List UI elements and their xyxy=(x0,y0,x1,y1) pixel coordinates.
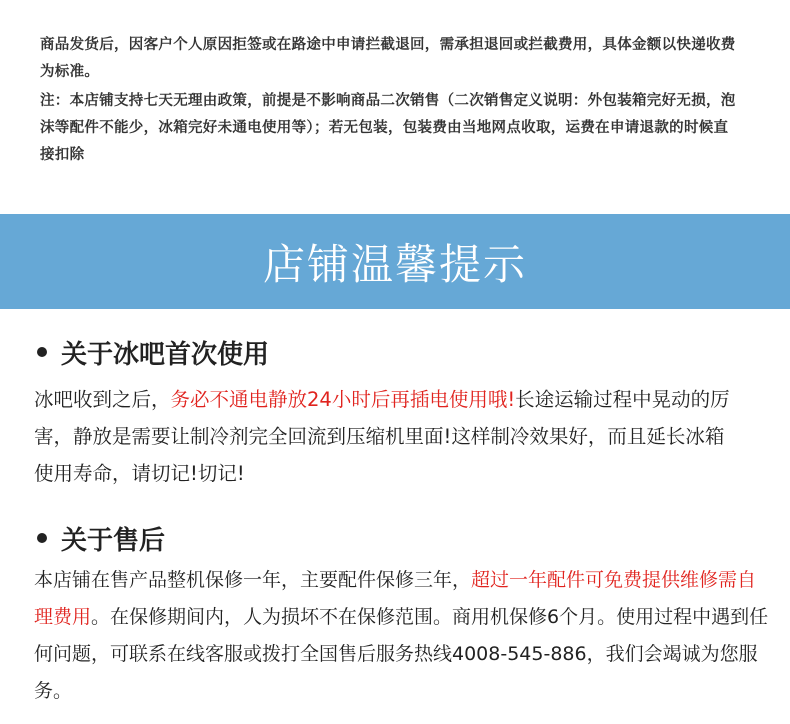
shipping-refusal-notice: 商品发货后，因客户个人原因拒签或在路途中申请拦截退回，需承担退回或拦截费用，具体金额以快递收费为标准。 xyxy=(40,37,736,80)
after-sales-text-b: 。在保修期间内，人为损坏不在保修范围。商用机保修6个月。使用过程中遇到任何问题，可联系在线客服或拨打全国售后服务热线4008-545-886，我们会竭诚为您服务。 xyxy=(34,606,769,702)
bullet-icon xyxy=(37,347,47,357)
banner xyxy=(0,214,790,309)
first-use-heading: 关于冰吧首次使用 xyxy=(61,339,270,370)
first-use-text xyxy=(34,381,734,492)
section-heading xyxy=(0,332,790,372)
banner-title: 店铺温馨提示 xyxy=(262,239,527,289)
first-use-text-b: 长途运输过程中晃动的厉害，静放是需要让制冷剂完全回流到压缩机里面!这样制冷效果好，而且延长冰箱使用寿命，请切记!切记! xyxy=(34,388,730,485)
after-sales-section xyxy=(0,518,790,710)
first-use-section xyxy=(0,332,790,492)
after-sales-text xyxy=(34,562,774,710)
bullet-icon xyxy=(37,533,47,543)
top-notice xyxy=(40,32,740,169)
section-heading xyxy=(0,518,790,558)
after-sales-text-a: 本店铺在售产品整机保修一年，主要配件保修三年， xyxy=(34,569,472,591)
first-use-text-a: 冰吧收到之后， xyxy=(34,388,171,411)
after-sales-heading: 关于售后 xyxy=(61,525,166,556)
after-sales-highlight: 超过一年配件可免费提供维修需自理费用 xyxy=(34,569,757,628)
return-policy-notice: 注：本店铺支持七天无理由政策，前提是不影响商品二次销售（二次销售定义说明：外包装箱完好无损，泡沫等配件不能少，冰箱完好未通电使用等）；若无包装，包装费由当地网点收取，运费在申请退款的时候直接扣除 xyxy=(40,93,736,163)
first-use-highlight: 务必不通电静放24小时后再插电使用哦! xyxy=(170,388,516,411)
